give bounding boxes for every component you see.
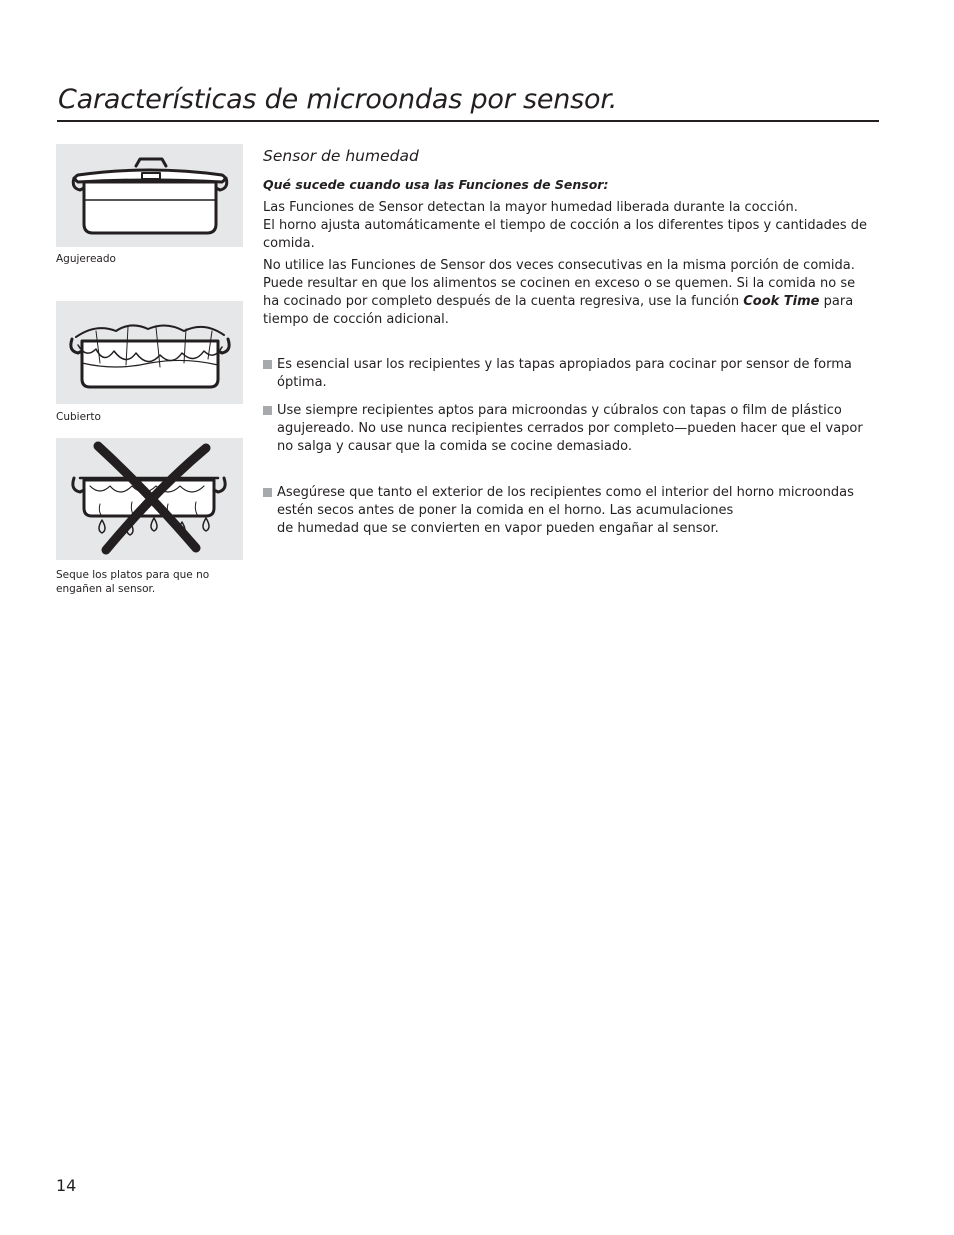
paragraph (263, 257, 875, 329)
vented-casserole-icon (56, 144, 243, 247)
page-number: 14 (56, 1176, 77, 1195)
wet-dish-crossed-icon (56, 438, 243, 560)
bullet-square-icon (263, 488, 272, 497)
covered-casserole-icon (56, 301, 243, 404)
title-divider (57, 120, 879, 122)
figure-caption: Agujereado (56, 253, 116, 265)
list-item (263, 484, 873, 538)
figure-caption: Seque los platos para que no engañen al sensor. (56, 569, 210, 595)
list-item-text: Asegúrese que tanto el exterior de los recipientes como el interior del horno microondas estén secos antes de poner la comida en el horno. Las acumulaciones (277, 485, 854, 518)
paragraph-text: para tiempo de cocción adicional. (263, 294, 854, 327)
paragraph (263, 199, 883, 253)
list-item (263, 402, 873, 456)
bullet-square-icon (263, 360, 272, 369)
paragraph-line: Las Funciones de Sensor detectan la mayor humedad liberada durante la cocción. (263, 200, 798, 215)
bullet-square-icon (263, 406, 272, 415)
list-item (263, 356, 888, 392)
figure-caption: Cubierto (56, 411, 101, 423)
list-item-text: Use siempre recipientes aptos para microondas y cúbralos con tapas o film de plástico agujereado. No use nunca recipientes cerrados por completo—pueden hacer que el vapor no salga y causar que la comida se cocine demasiado. (277, 403, 863, 454)
list-item-text: de humedad que se convierten en vapor pueden engañar al sensor. (277, 521, 719, 536)
paragraph-line: El horno ajusta automáticamente el tiempo de cocción a los diferentes tipos y cantidades de comida. (263, 218, 868, 251)
section-heading: Sensor de humedad (263, 147, 419, 165)
cook-time-term: Cook Time (743, 294, 820, 309)
paragraph-text: No utilice las Funciones de Sensor dos veces consecutivas en la misma porción de comida. Puede resultar en que los alimentos se cocinen en exceso o se quemen. Si la comida no se ha cocinado por completo después de la cuenta regresiva, use la función (263, 258, 856, 309)
page-title: Características de microondas por sensor. (58, 84, 618, 115)
sub-heading: Qué sucede cuando usa las Funciones de Sensor: (263, 177, 609, 192)
list-item-text: Es esencial usar los recipientes y las tapas apropiados para cocinar por sensor de forma óptima. (277, 357, 852, 390)
